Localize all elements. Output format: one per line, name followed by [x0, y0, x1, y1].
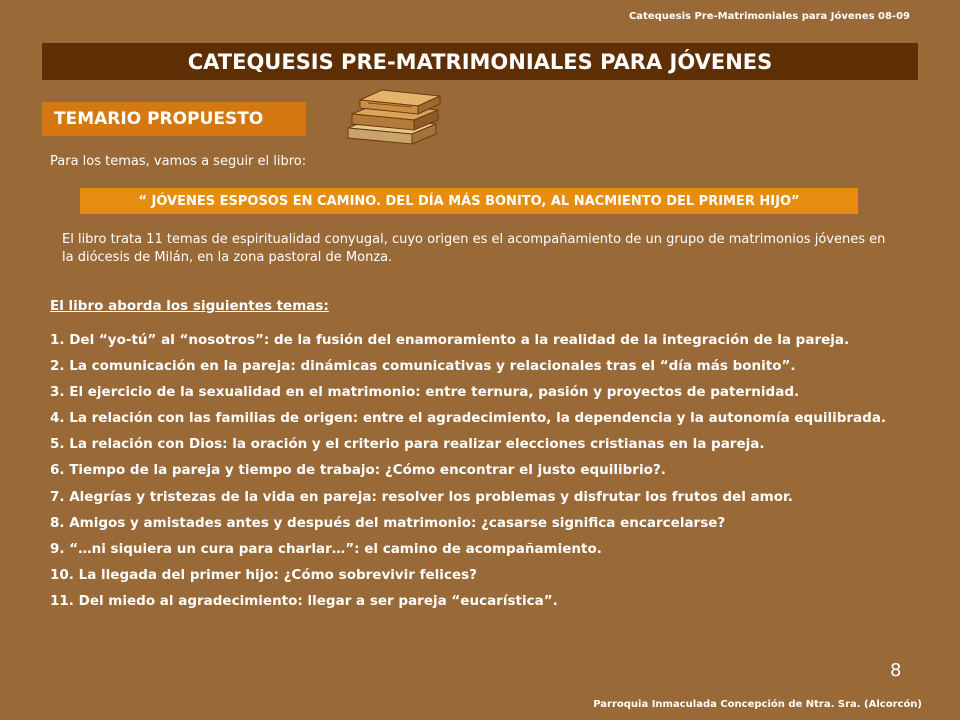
book-title-banner: “ JÓVENES ESPOSOS EN CAMINO. DEL DÍA MÁS BONITO, AL NACMIENTO DEL PRIMER HIJO”	[80, 188, 858, 214]
topic-item: 7. Alegrías y tristezas de la vida en pareja: resolver los problemas y disfrutar los frutos del amor.	[50, 488, 793, 505]
topics-heading: El libro aborda los siguientes temas:	[50, 298, 329, 314]
page-number: 8	[890, 660, 902, 681]
topics-list	[50, 330, 886, 617]
topic-item: 4. La relación con las familias de origen: entre el agradecimiento, la dependencia y la autonomía equilibrada.	[50, 410, 887, 427]
topic-item: 6. Tiempo de la pareja y tiempo de trabajo: ¿Cómo encontrar el justo equilibrio?.	[50, 462, 666, 479]
topic-item: 1. Del “yo-tú” al “nosotros”: de la fusión del enamoramiento a la realidad de la integración de la pareja.	[50, 332, 850, 348]
footer-parish: Parroquia Inmaculada Concepción de Ntra. Sra. (Alcorcón)	[593, 699, 922, 710]
topic-item: 3. El ejercicio de la sexualidad en el matrimonio: entre ternura, pasión y proyectos de paternidad.	[50, 384, 800, 401]
stack-of-books-icon	[342, 84, 442, 148]
slide-title: CATEQUESIS PRE-MATRIMONIALES PARA JÓVENES	[42, 43, 918, 80]
topic-item: 8. Amigos y amistades antes y después del matrimonio: ¿casarse significa encarcelarse?	[50, 514, 726, 531]
section-label: TEMARIO PROPUESTO	[42, 102, 306, 136]
topic-item: 2. La comunicación en la pareja: dinámicas comunicativas y relacionales tras el “día más bonito”.	[50, 358, 796, 375]
topic-item: 9. “…ni siquiera un cura para charlar…”: el camino de acompañamiento.	[50, 540, 602, 557]
course-label: Catequesis Pre-Matrimoniales para Jóvenes 08-09	[628, 11, 910, 22]
topic-item: 11. Del miedo al agradecimiento: llegar a ser pareja “eucarística”.	[50, 592, 558, 609]
intro-text: Para los temas, vamos a seguir el libro:	[50, 154, 307, 169]
topic-item: 5. La relación con Dios: la oración y el criterio para realizar elecciones cristianas en la pareja.	[50, 436, 765, 453]
topic-item: 10. La llegada del primer hijo: ¿Cómo sobrevivir felices?	[50, 566, 477, 583]
book-description: El libro trata 11 temas de espiritualidad conyugal, cuyo origen es el acompañamiento de un grupo de matrimonios jóvenes en la diócesis de Milán, en la zona pastoral de Monza.	[62, 232, 886, 265]
